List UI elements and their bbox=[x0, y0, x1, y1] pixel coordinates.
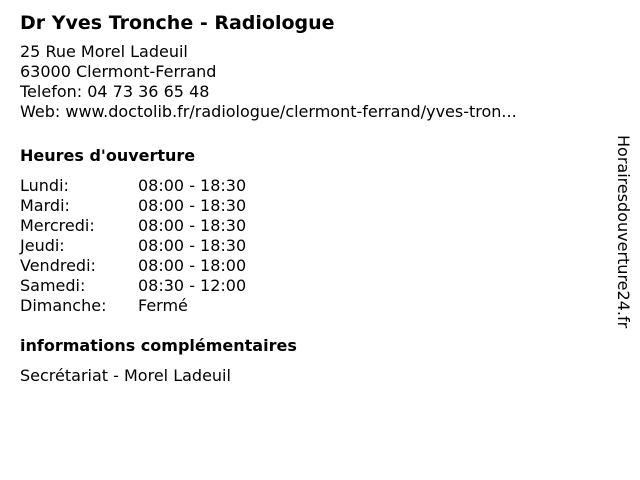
hours-row-wednesday bbox=[20, 216, 600, 236]
hours-time: 08:00 - 18:00 bbox=[138, 256, 247, 275]
address-block bbox=[20, 42, 600, 122]
hours-time: 08:00 - 18:30 bbox=[138, 216, 247, 235]
opening-hours-heading: Heures d'ouverture bbox=[20, 146, 196, 165]
place-card bbox=[20, 10, 600, 386]
hours-row-friday bbox=[20, 256, 600, 276]
address-city: 63000 Clermont-Ferrand bbox=[20, 62, 217, 81]
hours-row-sunday bbox=[20, 296, 600, 316]
website-link[interactable]: Web: www.doctolib.fr/radiologue/clermont-ferrand/yves-tron... bbox=[20, 102, 517, 121]
hours-row-saturday bbox=[20, 276, 600, 296]
hours-time: 08:00 - 18:30 bbox=[138, 236, 247, 255]
hours-time: Fermé bbox=[138, 296, 188, 315]
opening-hours-list bbox=[20, 176, 600, 316]
address-street: 25 Rue Morel Ladeuil bbox=[20, 42, 188, 61]
hours-day: Samedi: bbox=[20, 276, 86, 295]
hours-time: 08:30 - 12:00 bbox=[138, 276, 247, 295]
page-title: Dr Yves Tronche - Radiologue bbox=[20, 12, 335, 34]
hours-row-tuesday bbox=[20, 196, 600, 216]
hours-time: 08:00 - 18:30 bbox=[138, 176, 247, 195]
additional-info-heading: informations complémentaires bbox=[20, 336, 297, 355]
hours-day: Lundi: bbox=[20, 176, 69, 195]
hours-day: Dimanche: bbox=[20, 296, 107, 315]
additional-info-text: Secrétariat - Morel Ladeuil bbox=[20, 366, 231, 385]
hours-row-thursday bbox=[20, 236, 600, 256]
hours-time: 08:00 - 18:30 bbox=[138, 196, 247, 215]
site-watermark: Horairesdouverture24.fr bbox=[614, 135, 633, 329]
phone-number[interactable]: Telefon: 04 73 36 65 48 bbox=[20, 82, 210, 101]
hours-day: Mercredi: bbox=[20, 216, 95, 235]
hours-day: Vendredi: bbox=[20, 256, 96, 275]
hours-day: Jeudi: bbox=[20, 236, 65, 255]
hours-row-monday bbox=[20, 176, 600, 196]
hours-day: Mardi: bbox=[20, 196, 70, 215]
